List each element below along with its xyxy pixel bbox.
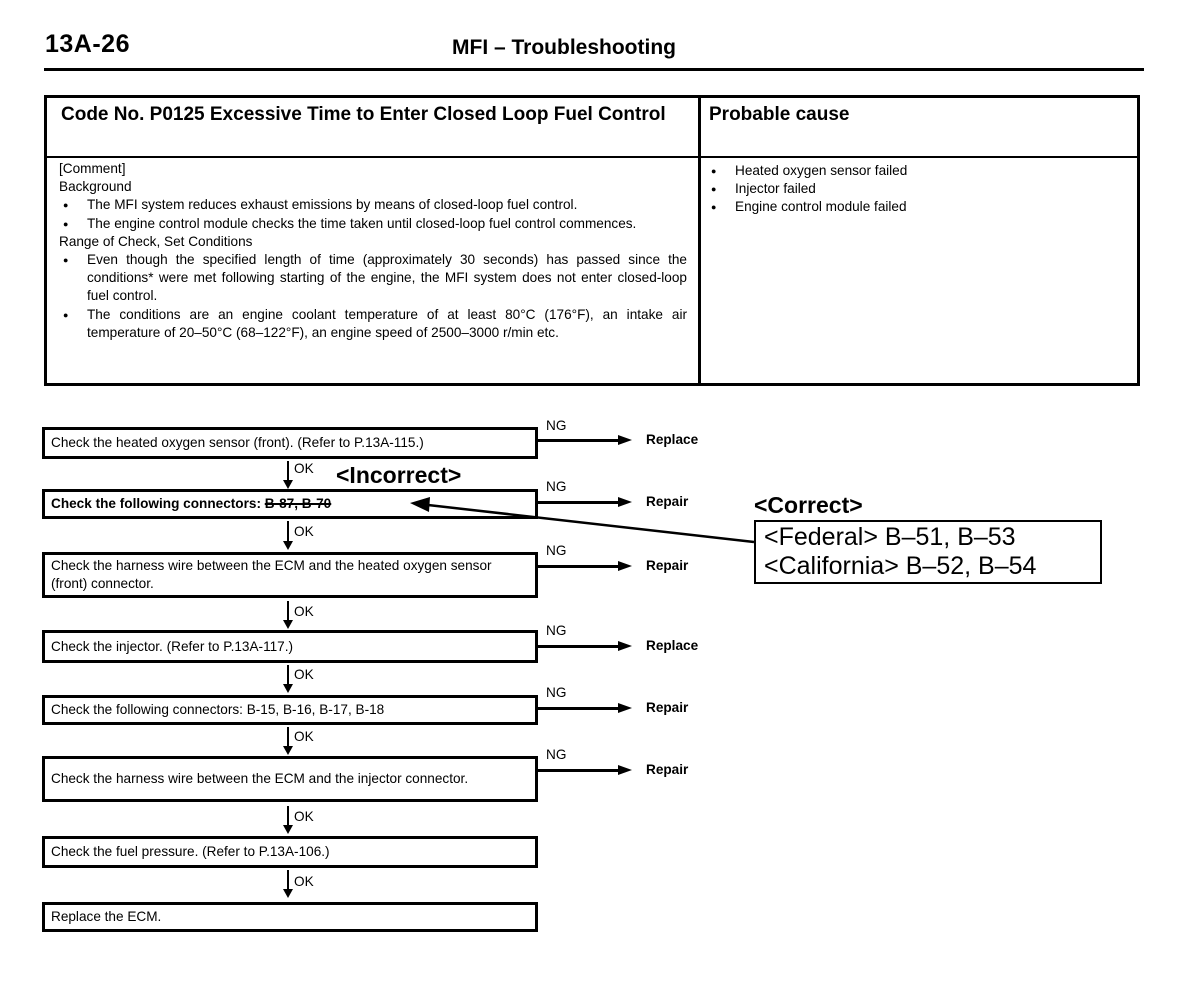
page-title: MFI – Troubleshooting — [452, 36, 676, 59]
probable-cause-title: Probable cause — [709, 104, 850, 125]
ng-label: NG — [546, 685, 567, 700]
california-connectors: <California> B–52, B–54 — [764, 552, 1037, 580]
ng-label: NG — [546, 543, 567, 558]
action-label: Replace — [646, 432, 699, 447]
arrow-left-icon — [410, 497, 430, 512]
cause-item: ● Injector failed — [707, 180, 1127, 198]
ok-label: OK — [294, 809, 314, 824]
step-check-fuel-pressure: Check the fuel pressure. (Refer to P.13A-106.) — [42, 836, 538, 868]
ng-label: NG — [546, 623, 567, 638]
federal-connectors: <Federal> B–51, B–53 — [764, 523, 1016, 551]
action-label: Repair — [646, 762, 689, 777]
struck-connectors: B-87, B-70 — [264, 496, 332, 511]
background-item: ● The MFI system reduces exhaust emissions by means of closed-loop fuel control. — [59, 196, 687, 214]
range-item: ● The conditions are an engine coolant temperature of at least 80°C (176°F), an intake air temperature of 20–50°C (68–122°F), an engine speed of 2500–3000 r/min etc. — [59, 306, 687, 342]
background-item: ● The engine control module checks the time taken until closed-loop fuel control commences. — [59, 215, 687, 233]
step-replace-ecm: Replace the ECM. — [42, 902, 538, 932]
cause-item: ● Heated oxygen sensor failed — [707, 162, 1127, 180]
action-label: Repair — [646, 494, 689, 509]
background-label: Background — [59, 179, 132, 195]
action-label: Replace — [646, 638, 699, 653]
ok-label: OK — [294, 874, 314, 889]
range-label: Range of Check, Set Conditions — [59, 233, 253, 249]
action-label: Repair — [646, 700, 689, 715]
action-label: Repair — [646, 558, 689, 573]
ng-label: NG — [546, 479, 567, 494]
correct-label: <Correct> — [754, 492, 863, 518]
ok-label: OK — [294, 729, 314, 744]
range-item: ● Even though the specified length of time (approximately 30 seconds) has passed since the conditions* were met following starting of the engine, the MFI system does not enter closed-loop fuel control. — [59, 251, 687, 306]
ng-label: NG — [546, 418, 567, 433]
comment-label: [Comment] — [59, 161, 126, 176]
ok-label: OK — [294, 667, 314, 682]
step-check-oxygen-sensor: Check the heated oxygen sensor (front). (Refer to P.13A-115.) — [42, 427, 538, 459]
code-title: Code No. P0125 Excessive Time to Enter Closed Loop Fuel Control — [61, 104, 666, 125]
ng-label: NG — [546, 747, 567, 762]
ok-label: OK — [294, 524, 314, 539]
step-check-injector: Check the injector. (Refer to P.13A-117.) — [42, 630, 538, 663]
incorrect-label: <Incorrect> — [336, 462, 462, 488]
cause-item: ● Engine control module failed — [707, 198, 1127, 216]
step-check-connectors-injector: Check the following connectors: B-15, B-16, B-17, B-18 — [42, 695, 538, 725]
correction-arrow-line — [428, 505, 754, 542]
step-check-harness-injector: Check the harness wire between the ECM and the injector connector. — [42, 756, 538, 802]
step-text: Check the following connectors: — [51, 496, 261, 511]
step-check-harness-oxygen-sensor: Check the harness wire between the ECM and the heated oxygen sensor (front) connector. — [42, 552, 538, 598]
ok-label: OK — [294, 461, 314, 476]
page-number: 13A-26 — [45, 30, 130, 58]
ok-label: OK — [294, 604, 314, 619]
